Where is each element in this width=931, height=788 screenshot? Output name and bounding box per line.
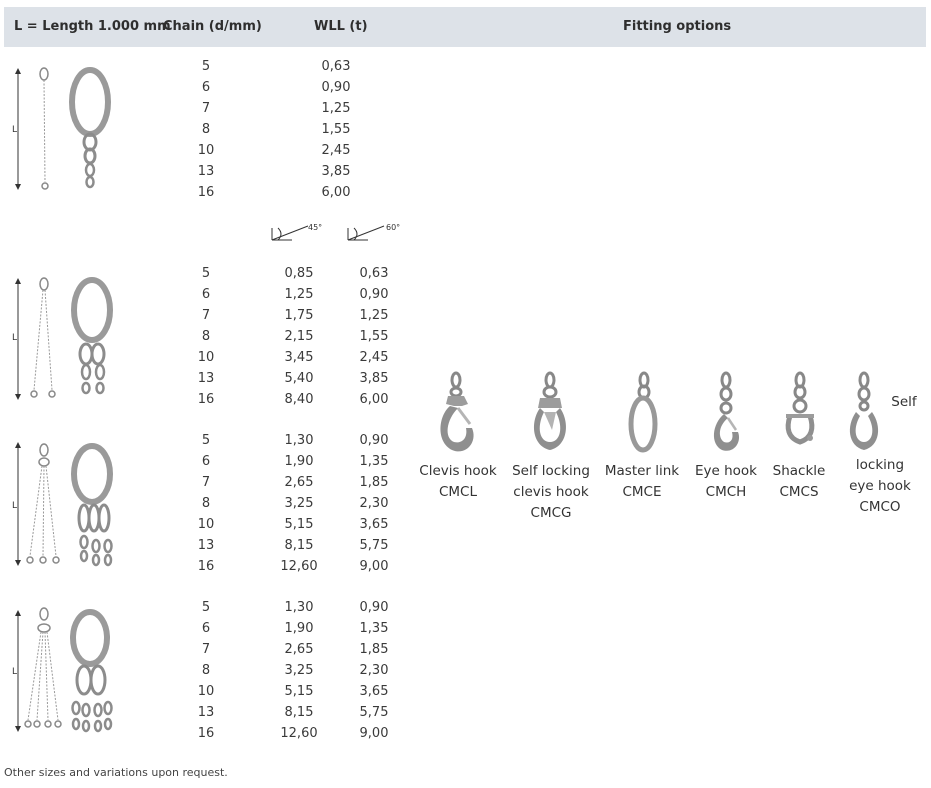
wll-45-cell: 1,25 <box>284 287 314 302</box>
footnote: Other sizes and variations upon request. <box>4 766 228 779</box>
table-header <box>4 7 926 47</box>
wll-60-cell: 0,90 <box>359 433 389 448</box>
chain-cell: 10 <box>197 143 215 158</box>
wll-60-cell: 9,00 <box>359 559 389 574</box>
three-leg-sling-icon <box>10 442 120 572</box>
wll-cell: 1,55 <box>321 122 351 137</box>
wll-cell: 6,00 <box>321 185 351 200</box>
self-locking-clevis-hook-icon <box>526 372 576 458</box>
chain-cell: 6 <box>201 80 211 95</box>
wll-60-cell: 1,35 <box>359 621 389 636</box>
svg-text:L: L <box>12 333 18 343</box>
fitting-shackle: Shackle CMCS <box>772 463 826 500</box>
wll-45-cell: 8,15 <box>284 538 314 553</box>
wll-60-cell: 1,55 <box>359 329 389 344</box>
self-locking-eye-hook-icon <box>842 372 888 458</box>
wll-60-cell: 6,00 <box>359 392 389 407</box>
wll-60-cell: 1,35 <box>359 454 389 469</box>
fitting-self-locking-eye-hook: locking eye hook CMCO <box>849 457 911 515</box>
angle-60-icon <box>346 222 406 244</box>
wll-45-cell: 1,90 <box>284 621 314 636</box>
chain-cell: 10 <box>197 517 215 532</box>
wll-cell: 3,85 <box>321 164 351 179</box>
fitting-clevis-hook: Clevis hook CMCL <box>419 463 497 500</box>
shackle-icon <box>776 372 826 458</box>
chain-cell: 10 <box>197 684 215 699</box>
master-link-icon <box>620 372 670 458</box>
angle-60-label: 60° <box>386 223 401 232</box>
chain-cell: 13 <box>197 164 215 179</box>
chain-cell: 16 <box>197 392 215 407</box>
svg-text:L: L <box>12 501 18 511</box>
wll-cell: 0,63 <box>321 59 351 74</box>
chain-cell: 16 <box>197 726 215 741</box>
chain-cell: 8 <box>201 663 211 678</box>
wll-60-cell: 0,90 <box>359 600 389 615</box>
wll-45-cell: 1,30 <box>284 433 314 448</box>
wll-cell: 0,90 <box>321 80 351 95</box>
chain-cell: 6 <box>201 287 211 302</box>
wll-45-cell: 1,30 <box>284 600 314 615</box>
wll-60-cell: 2,30 <box>359 496 389 511</box>
wll-60-cell: 0,90 <box>359 287 389 302</box>
chain-cell: 7 <box>201 308 211 323</box>
single-leg-sling-icon <box>10 64 120 194</box>
fitting-self-locking-clevis-hook: Self locking clevis hook CMCG <box>512 463 590 521</box>
angle-45-icon <box>270 222 330 244</box>
wll-45-cell: 5,15 <box>284 684 314 699</box>
wll-cell: 2,45 <box>321 143 351 158</box>
wll-45-cell: 2,15 <box>284 329 314 344</box>
wll-60-cell: 2,30 <box>359 663 389 678</box>
wll-45-cell: 1,90 <box>284 454 314 469</box>
wll-60-cell: 0,63 <box>359 266 389 281</box>
chain-cell: 13 <box>197 705 215 720</box>
chain-cell: 5 <box>201 266 211 281</box>
chain-cell: 5 <box>201 433 211 448</box>
wll-45-cell: 3,25 <box>284 663 314 678</box>
wll-cell: 1,25 <box>321 101 351 116</box>
wll-45-cell: 1,75 <box>284 308 314 323</box>
angle-45-label: 45° <box>308 223 323 232</box>
wll-45-cell: 12,60 <box>280 726 318 741</box>
chain-cell: 6 <box>201 621 211 636</box>
wll-60-cell: 5,75 <box>359 538 389 553</box>
chain-cell: 7 <box>201 475 211 490</box>
wll-60-cell: 5,75 <box>359 705 389 720</box>
chain-cell: 10 <box>197 350 215 365</box>
chain-cell: 8 <box>201 122 211 137</box>
chain-cell: 13 <box>197 371 215 386</box>
wll-60-cell: 1,25 <box>359 308 389 323</box>
svg-text:L: L <box>12 667 18 677</box>
chain-cell: 7 <box>201 101 211 116</box>
chain-cell: 16 <box>197 185 215 200</box>
chain-header: Chain (d/mm) <box>163 19 262 34</box>
chain-cell: 8 <box>201 329 211 344</box>
wll-45-cell: 5,40 <box>284 371 314 386</box>
length-header: L = Length 1.000 mm <box>14 19 171 34</box>
chain-cell: 6 <box>201 454 211 469</box>
wll-header: WLL (t) <box>314 19 368 34</box>
eye-hook-icon <box>702 372 752 458</box>
fitting-master-link: Master link CMCE <box>604 463 680 500</box>
wll-45-cell: 12,60 <box>280 559 318 574</box>
wll-60-cell: 1,85 <box>359 642 389 657</box>
wll-45-cell: 2,65 <box>284 475 314 490</box>
chain-cell: 7 <box>201 642 211 657</box>
wll-45-cell: 3,25 <box>284 496 314 511</box>
wll-45-cell: 3,45 <box>284 350 314 365</box>
wll-60-cell: 2,45 <box>359 350 389 365</box>
length-marker: L <box>12 125 18 135</box>
wll-45-cell: 2,65 <box>284 642 314 657</box>
fitting-eye-hook: Eye hook CMCH <box>694 463 757 500</box>
wll-45-cell: 8,40 <box>284 392 314 407</box>
clevis-hook-icon <box>432 372 482 458</box>
fitting-options-header: Fitting options <box>623 19 732 34</box>
chain-cell: 5 <box>201 600 211 615</box>
four-leg-sling-icon <box>10 608 120 738</box>
wll-60-cell: 3,65 <box>359 517 389 532</box>
wll-60-cell: 1,85 <box>359 475 389 490</box>
wll-60-cell: 3,65 <box>359 684 389 699</box>
wll-45-cell: 0,85 <box>284 266 314 281</box>
wll-45-cell: 5,15 <box>284 517 314 532</box>
chain-cell: 5 <box>201 59 211 74</box>
wll-60-cell: 3,85 <box>359 371 389 386</box>
chain-cell: 13 <box>197 538 215 553</box>
two-leg-sling-icon <box>10 276 120 406</box>
wll-45-cell: 8,15 <box>284 705 314 720</box>
chain-cell: 16 <box>197 559 215 574</box>
fitting-self-locking-eye-hook-self: Self <box>891 394 917 410</box>
chain-cell: 8 <box>201 496 211 511</box>
wll-60-cell: 9,00 <box>359 726 389 741</box>
